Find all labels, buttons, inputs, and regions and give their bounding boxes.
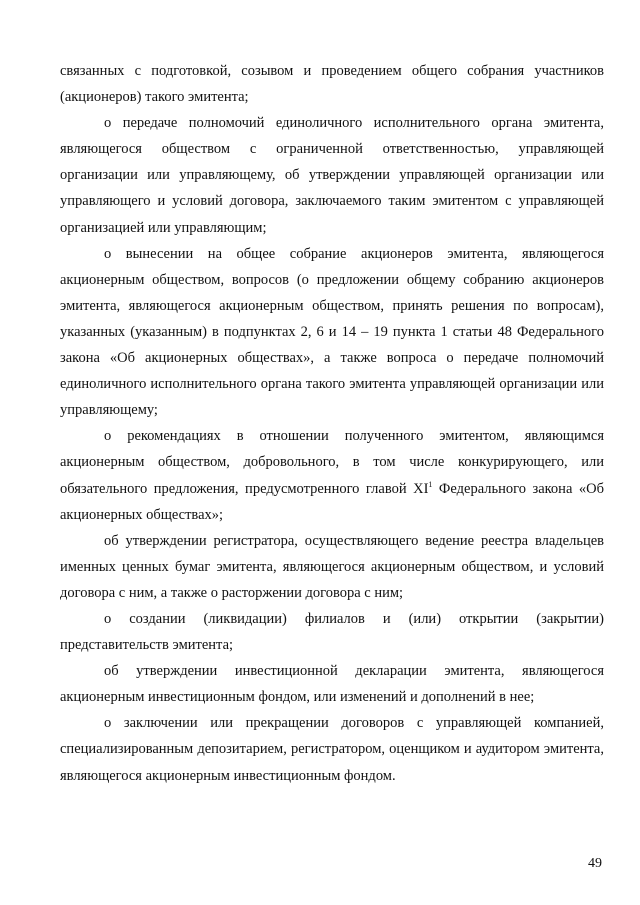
- paragraph-offer-recommendations: [60, 423, 604, 527]
- paragraph-branches: о создании (ликвидации) филиалов и (или) открытии (закрытии) представительств эмитента;: [60, 610, 604, 654]
- paragraph-registrar-approval: об утверждении регистратора, осуществляющего ведение реестра владельцев именных ценных бумаг эмитента, являющегося акционерным обществом, и условий договора с ним, а также о расторжении договора с ним;: [60, 532, 604, 601]
- paragraph-offer-recommendations-text-after: Федерального закона «Об акционерных обществах»;: [60, 480, 604, 523]
- paragraph-continuation: связанных с подготовкой, созывом и проведением общего собрания участников (акционеров) такого эмитента;: [60, 63, 604, 106]
- page-number: 49: [588, 856, 602, 871]
- paragraph-contracts: о заключении или прекращении договоров с управляющей компанией, специализированным депозитарием, регистратором, оценщиком и аудитором эмитента, являющегося акционерным инвестиционным фондом.: [60, 715, 604, 784]
- paragraph-offer-recommendations-text-before: о рекомендациях в отношении полученного эмитентом, являющимся акционерным обществом, добровольного, в том числе конкурирующего, или обязательного предложения, предусмотренного главой XI: [60, 428, 604, 497]
- chapter-superscript: 1: [428, 479, 433, 489]
- paragraph-management-transfer: о передаче полномочий единоличного исполнительного органа эмитента, являющегося обществом с ограниченной ответственностью, управляющей организации или управляющему, об утверждении управляющей организации или управляющего и условий договора, заключаемого таким эмитентом с управляющей организацией или управляющим;: [60, 115, 604, 236]
- body-text: [60, 58, 604, 789]
- paragraph-investment-declaration: об утверждении инвестиционной декларации эмитента, являющегося акционерным инвестиционным фондом, или изменений и дополнений в нее;: [60, 663, 604, 706]
- paragraph-shareholders-meeting-questions: о вынесении на общее собрание акционеров эмитента, являющегося акционерным обществом, вопросов (о предложении общему собранию акционеров эмитента, являющегося акционерным обществом, принять решения по вопросам), указанных (указанным) в подпунктах 2, 6 и 14 – 19 пункта 1 статьи 48 Федерального закона «Об акционерных обществах», а также вопроса о передаче полномочий единоличного исполнительного органа такого эмитента управляющей организации или управляющему;: [60, 245, 604, 419]
